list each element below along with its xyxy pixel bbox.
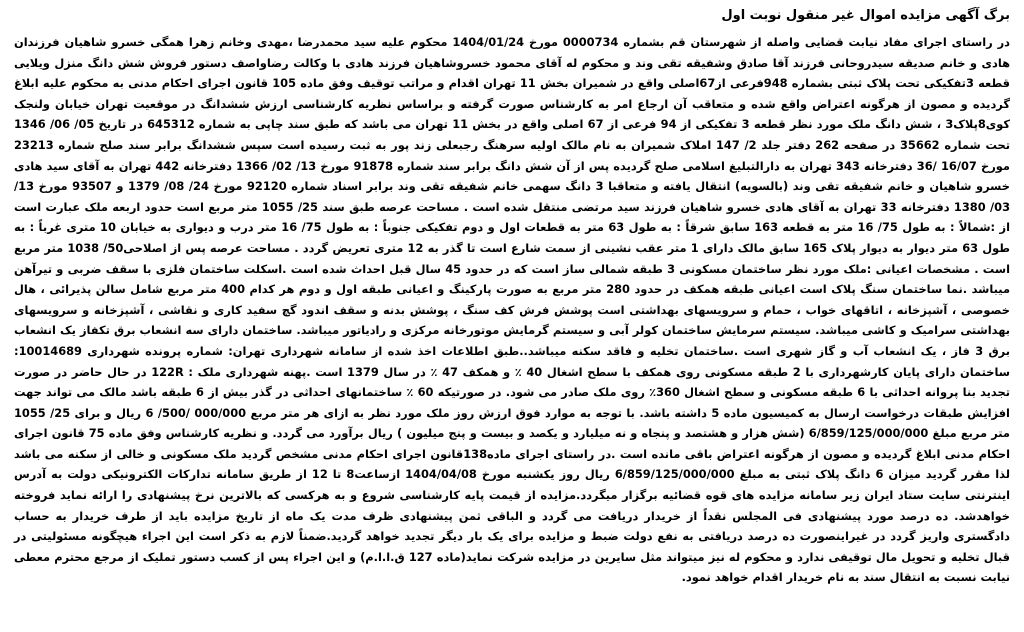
notice-body: در راستای اجرای مفاد نیابت قضایی واصله از شهرستان قم بشماره 0000734 مورخ 1404/01/24 محکوم علیه سید محمدرضا ،مهدی وخانم زهرا همگی خسرو شاهیان فرزندان هادی و خانم صدیقه سیدروحانی فرزند آقا صادق وشفیقه تقی وند و محکوم له آقای محمود خسروشاهیان فرزند هادی با وکالت رضاواصف دستور فروش شش دانگ منزل ویلایی قطعه 3تفکیکی تحت پلاک ثبتی بشماره 948فرعی از67اصلی واقع در شمیران بخش 11 تهران اقدام و مراتب توقیف وفق ماده 105 قانون اجرای احکام مدنی به محکوم علیه ابلاغ گردیده و مصون از هرگونه اعتراض واقع شده و متعاقب آن ارجاع امر به کارشناس صورت گرفته و براساس نظریه کارشناسی ارزش ششدانگ در موقعیت تهران خیابان ولنجک کوی8پلاک3 ، شش دانگ ملک مورد نظر قطعه 3 تفکیکی از 94 فرعی از 67 اصلی واقع در بخش 11 تهران می باشد که طبق سند چاپی به شماره 645312 در تاریخ 05/ 06/ 1346 تحت شماره 35662 در صفحه 262 دفتر جلد 2/ 147 املاک شمیران به نام مالک اولیه سرهنگ رجبعلی زند پور به ثبت رسیده است سپس ششدانگ برابر سند صلح شماره 23213 مورخ 16/07 /36 دفترخانه 343 تهران به دارالتبلیغ اسلامی صلح گردیده پس از آن شش دانگ برابر سند شماره 91878 مورخ 13/ 02/ 1366 دفترخانه 442 تهران به آقای سید هادی خسرو شاهیان و خانم شفیقه تقی وند (بالسویه) انتقال یافته و متعاقبا 3 دانگ سهمی خانم شفیقه تقی وند برابر اسناد شماره 92120 مورخ 24/ 08/ 1379 و 93507 مورخ 13/ 03/ 1380 دفترخانه 33 تهران به آقای هادی خسرو شاهیان فرزند سید مرتضی منتقل شده است . مساحت عرصه طبق سند 25/ 1055 متر مربع است حدود اربعه ملک عبارت است از :شمالاً : به طول 75/ 16 متر به قطعه 163 سابق شرقاً : به طول 63 متر به قطعات اول و دوم تفکیکی جنوباً : به طول 75/ 16 متر درب و دیواری به خیابان 10 متری غرباً : به طول 63 متر دیوار به دیوار پلاک 165 سابق مالک دارای 1 متر عقب نشینی از سمت شارع است تا گذر به 12 متری تعریض گردد . مساحت عرصه پس از اصلاحی50/ 1038 متر مربع است . مشخصات اعیانی :ملک مورد نظر ساختمان مسکونی 3 طبقه شمالی ساز است که در حدود 45 سال قبل احداث شده است .اسکلت ساختمان فلزی با سقف ضربی و تیرآهن میباشد .نما ساختمان سنگ پلاک است اعیانی طبقه همکف در حدود 280 متر مربع به صورت پارکینگ و اعیانی طبقه اول و دوم هر کدام 400 متر مربع شامل سالن پذیرائی ، هال خصوصی ، آشپزخانه ، اتاقهای خواب ، حمام و سرویسهای بهداشتی است پوشش فرش کف سنگ ، پوشش بدنه و سقف اندود گچ سفید کاری و نقاشی ، آشپزخانه و سرویسهای بهداشتی سرامیک و کاشی میباشد. سیستم سرمایش ساختمان کولر آبی و سیستم گرمایش موتورخانه مرکزی و رادیاتور میباشد. ساختمان دارای سه انشعاب برق تکفاز یک انشعاب برق 3 فاز ، یک انشعاب آب و گاز شهری است .ساختمان تخلیه و فاقد سکنه میباشد..طبق اطلاعات اخذ شده از سامانه شهرداری تهران: شماره پرونده شهرداری 10014689: ساختمان دارای پایان کارشهرداری با 2 طبقه مسکونی روی همکف با سطح اشغال 40 ٪ و همکف 47 ٪ در سال 1379 است .پهنه شهرداری ملک : 122R در حال حاضر در صورت تجدید بنا پروانه احداثی با 6 طبقه مسکونی و سطح اشغال 360٪ روی ملک صادر می شود. در صورتیکه 60 ٪ ساختمانهای احداثی در گذر بیش از 6 طبقه باشد مالک می تواند جهت افزایش طبقات درخواست ارسال به کمیسیون ماده 5 داشته باشد. با توجه به موارد فوق ارزش روز ملک مورد نظر به ازای هر متر مربع 000/000 /500/ 6 ریال و برای 25/ 1055 متر مربع مبلغ 6/859/125/000/000 (شش هزار و هشتصد و پنجاه و نه میلیارد و یکصد و بیست و پنج میلیون ) ریال برآورد می گردد. و نظریه کارشناس وفق ماده 75 قانون اجرای احکام مدنی ابلاغ گردیده و مصون از هرگونه اعتراض باقی مانده است .در راستای اجرای ماده138قانون اجرای احکام مدنی مشخص گردید ملک مسکونی و خالی از سکنه می باشد لذا مقرر گردید میزان 6 دانگ پلاک ثبتی به مبلغ 6/859/125/000/000 ریال روز یکشنبه مورخ 1404/04/08 ازساعت8 تا 12 از طریق سامانه تدارکات الکترونیکی دولت به آدرس اینترنتی سایت ستاد ایران زیر سامانه مزایده های قوه قضائیه برگزار میگردد.مزایده از قیمت پایه کارشناسی شروع و به هرکسی که بالاترین نرخ پیشنهادی را ارائه نماید فروخته خواهدشد. ده درصد مورد پیشنهادی فی المجلس نقداً از خریدار دریافت می گردد و الباقی ثمن پیشنهادی ظرف مدت یک ماه از تاریخ مزایده باید از طرف خریدار به حساب دادگستری واریز گردد در غیراینصورت ده درصد دریافتی به نفع دولت ضبط و مزایده برای یک بار دیگر تجدید خواهد گردید.ضمناً لازم به ذکر است این اجراء هیچگونه مسئولیتی در قبال تخلیه و تحویل مال توقیفی ندارد و محکوم له نیز میتواند مثل سایرین در مزایده شرکت نماید(ماده 127 ق.ا.ا.م) و این اجراء پس از کسب دستور تملیک از مرجع محترم معطی نیابت نسبت به انتقال سند به نام خریدار اقدام خواهد نمود. [14, 35, 1011, 585]
notice-title: برگ آگهی مزایده اموال غیر منقول نوبت اول [721, 8, 1010, 23]
